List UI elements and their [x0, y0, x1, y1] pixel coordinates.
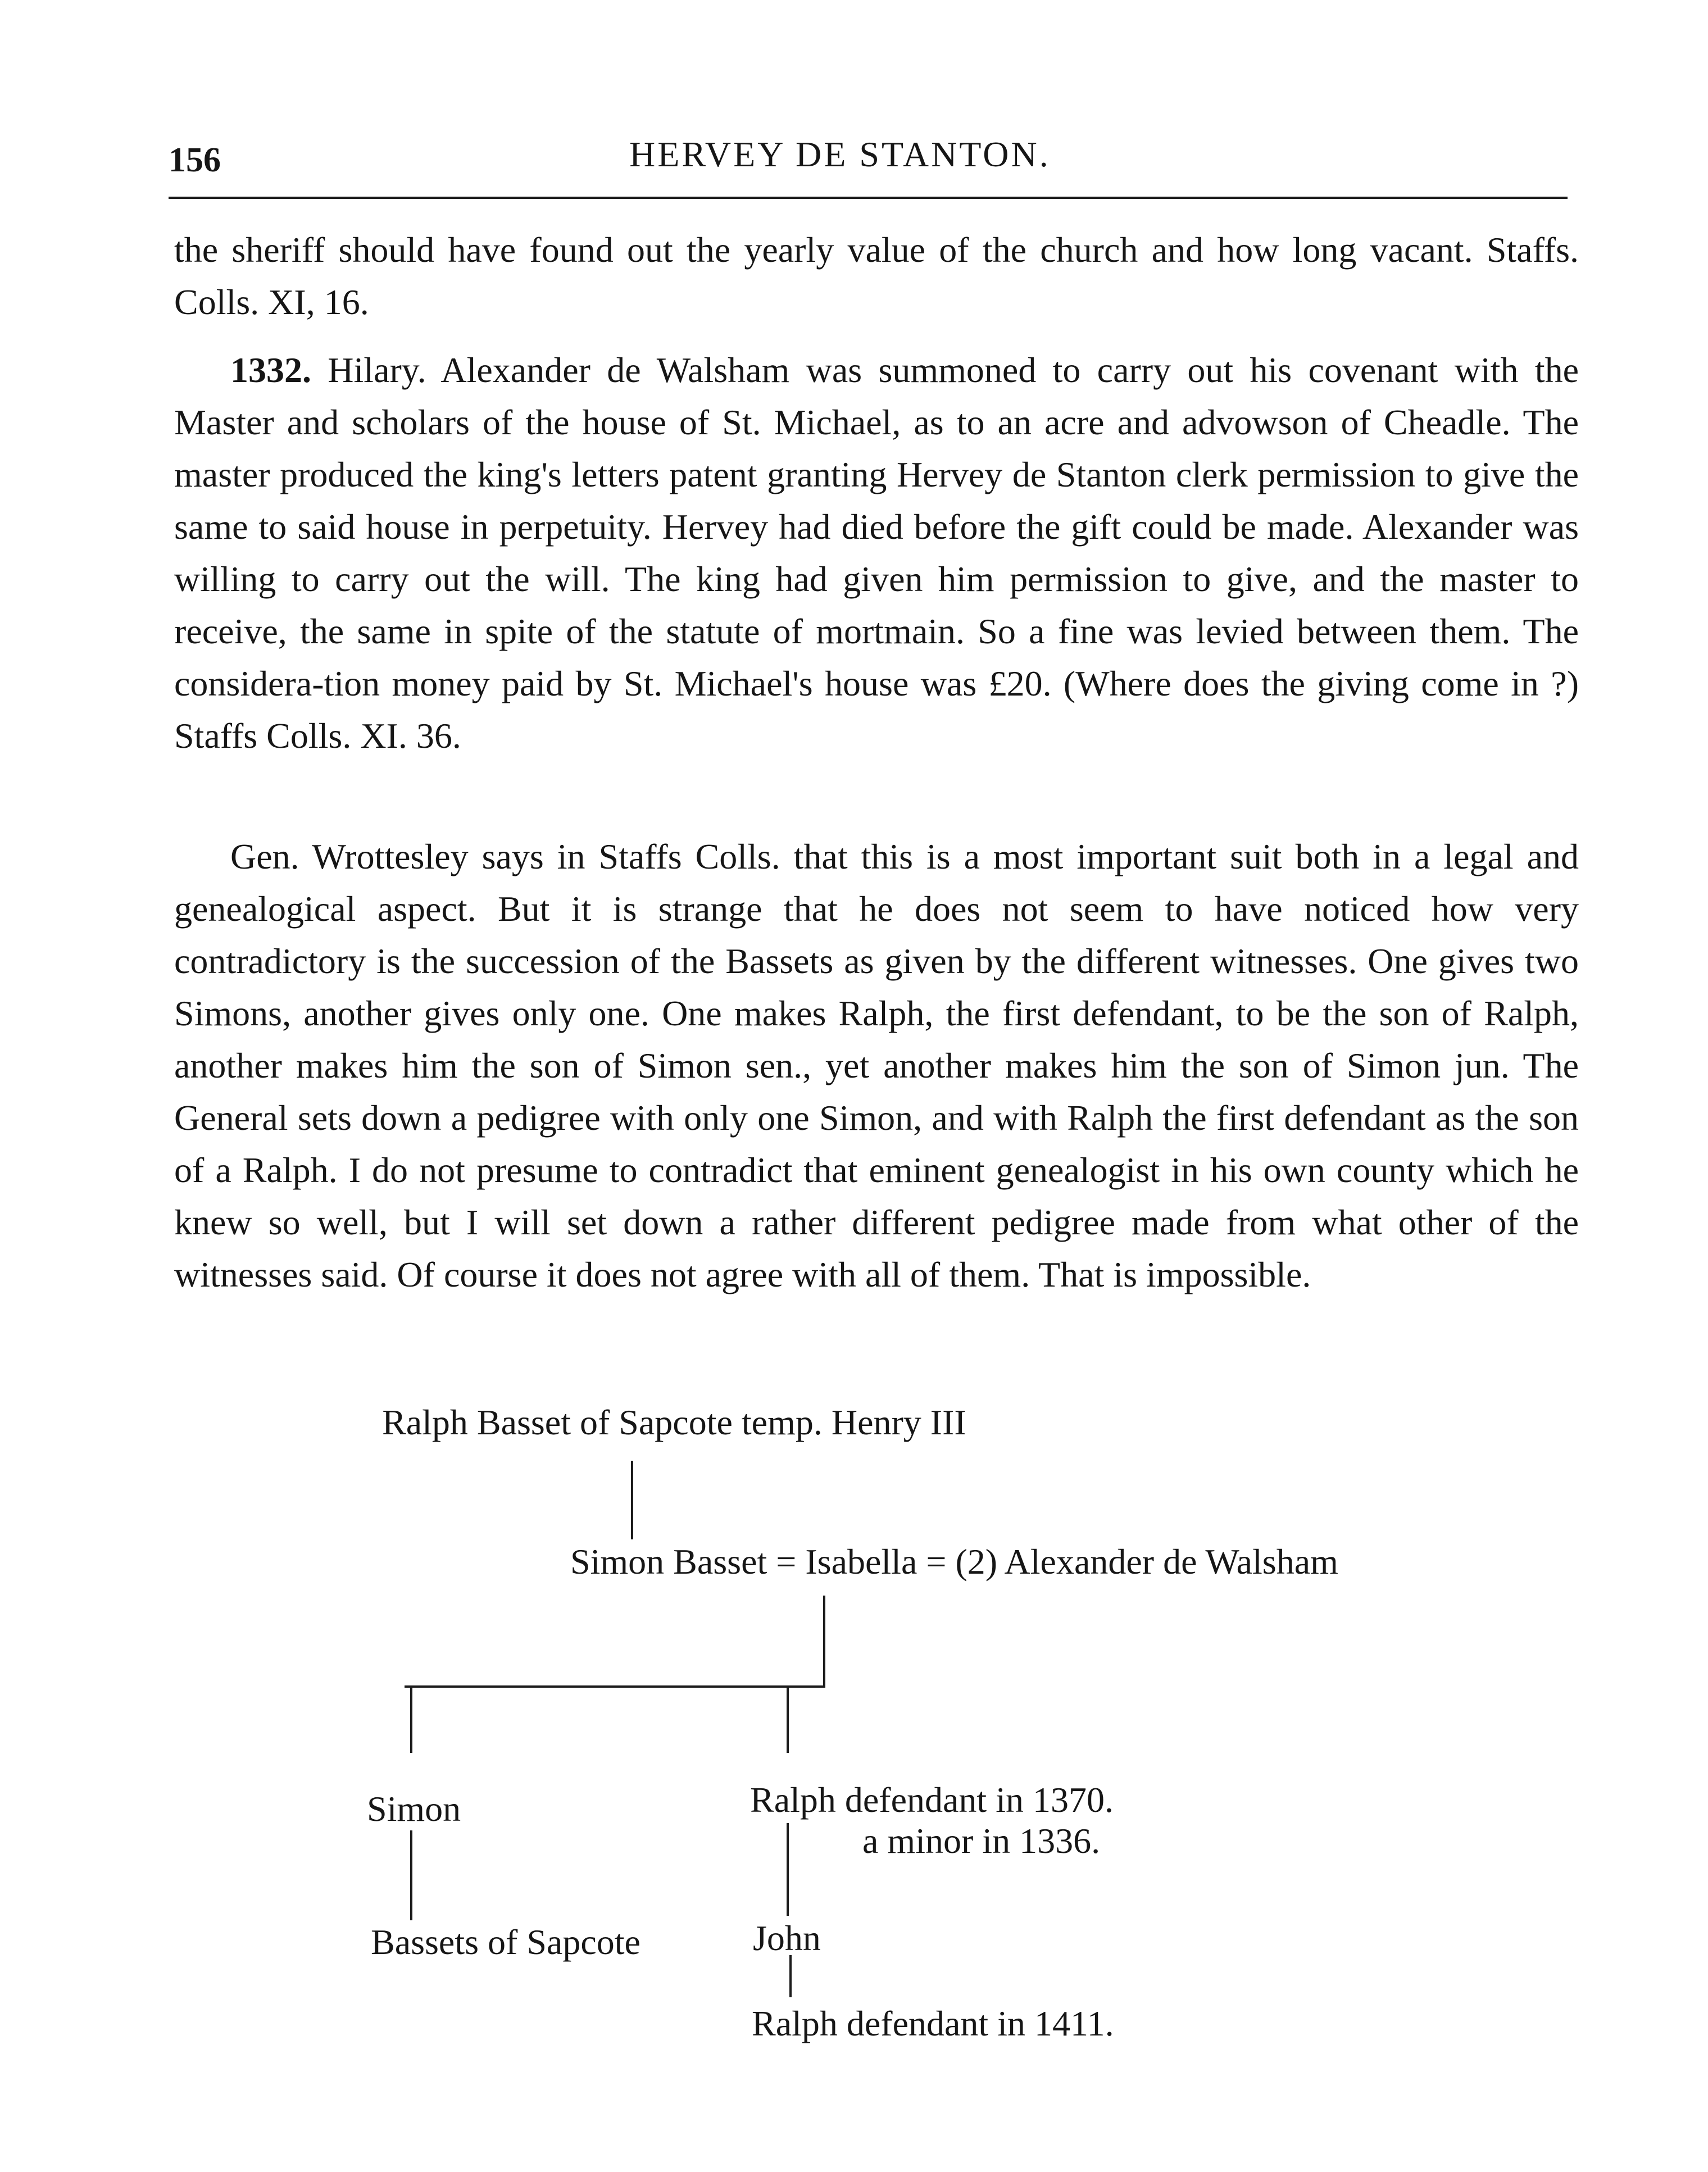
- year-heading: 1332.: [230, 350, 311, 390]
- pedigree-line: [410, 1830, 412, 1920]
- page-number: 156: [169, 141, 221, 179]
- pedigree-marriage: Simon Basset = Isabella = (2) Alexander de Walsham: [570, 1542, 1338, 1582]
- pedigree-grandchild-sapcote: Bassets of Sapcote: [371, 1922, 640, 1962]
- pedigree-child-ralph: Ralph defendant in 1370.: [750, 1780, 1114, 1820]
- pedigree-great-grandchild-ralph: Ralph defendant in 1411.: [752, 2003, 1114, 2043]
- pedigree-root: Ralph Basset of Sapcote temp. Henry III: [382, 1402, 966, 1442]
- running-title: HERVEY DE STANTON.: [629, 134, 1051, 174]
- pedigree-line: [787, 1685, 789, 1753]
- pedigree-line: [823, 1596, 825, 1685]
- paragraph-text: Hilary. Alexander de Walsham was summoned to carry out his covenant with the Master and scholars of the house of St. Michael, as to an acre and advowson of Cheadle. The master produced the king's letters patent granting Hervey de Stanton clerk permission to give the same to said house in perpetuity. Hervey had died before the gift could be made. Alexander was willing to carry out the will. The king had given him permission to give, and the master to receive, the same in spite of the statute of mortmain. So a fine was levied between them. The considera-tion money paid by St. Michael's house was £20. (Where does the giving come in ?) Staffs Colls. XI. 36.: [174, 350, 1579, 756]
- pedigree-child-ralph-note: a minor in 1336.: [862, 1821, 1101, 1861]
- pedigree-child-simon: Simon: [367, 1789, 461, 1829]
- pedigree-line: [631, 1461, 633, 1539]
- paragraph-text: the sheriff should have found out the yearly value of the church and how long vacant. Staffs. Colls. XI, 16.: [174, 230, 1579, 322]
- paragraph-text: Gen. Wrottesley says in Staffs Colls. that this is a most important suit both in a legal and genealogical aspect. But it is strange that he does not seem to have noticed how very contradictory is the succession of the Bassets as given by the different witnesses. One gives two Simons, another gives only one. One makes Ralph, the first defendant, to be the son of Ralph, another makes him the son of Simon sen., yet another makes him the son of Simon jun. The General sets down a pedigree with only one Simon, and with Ralph the first defendant as the son of a Ralph. I do not presume to contradict that eminent genealogist in his own county which he knew so well, but I will set down a rather different pedigree made from what other of the witnesses said. Of course it does not agree with all of them. That is impossible.: [174, 837, 1579, 1294]
- pedigree-line: [789, 1955, 792, 1997]
- pedigree-line: [410, 1685, 412, 1753]
- pedigree-line: [787, 1823, 789, 1916]
- pedigree-sibling-bar: [405, 1685, 825, 1688]
- pedigree-grandchild-john: John: [753, 1918, 821, 1958]
